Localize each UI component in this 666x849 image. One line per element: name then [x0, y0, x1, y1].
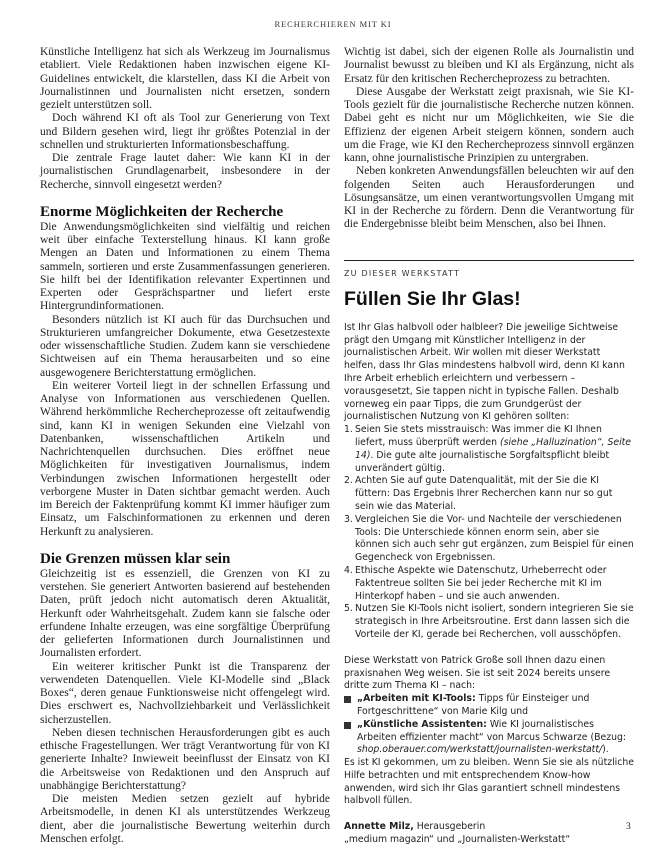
tip-text: Seien Sie stets misstrauisch: Was immer die KI Ihnen liefert, muss überprüft werden [355, 424, 602, 448]
related-text: Tipps für Einsteiger und Fortgeschrittene“ von Marie Kilg und [357, 693, 590, 717]
order-label: (Bezug: [590, 731, 627, 743]
section1-paragraph-1: Die Anwendungsmöglichkeiten sind vielfältig und reichen weit über einfache Texterstellung hinaus. KI kann große Mengen an Daten und Informationen zu einem Thema sammeln, sortieren und erste Zusammenfassungen generieren. Sie hilft bei der Identifikation relevanter Expertinnen und Experten oder Gesprächspartner und liefert erste Hintergrundinformationen. [40, 220, 330, 313]
tip-text: Ethische Aspekte wie Datenschutz, Urheberrecht oder Faktentreue sollten Sie bei jeder Recherche mit KI im Hinterkopf haben – und sie auch anwenden. [355, 564, 607, 602]
tip-number: 2. [344, 475, 353, 487]
tip-number: 1. [344, 424, 353, 436]
tip-number: 3. [344, 513, 353, 525]
section2-paragraph-3: Neben diesen technischen Herausforderungen gibt es auch ethische Fragestellungen. Wer trägt Verantwortung für von KI generierte Inhalte? Inwieweit beeinflusst der Einsatz von KI die Arbeitsweise von Redaktionen und den Anspruch auf unabhängige Berichterstattung? [40, 726, 330, 792]
section2-paragraph-1: Gleichzeitig ist es essenziell, die Grenzen von KI zu verstehen. Sie generiert Antworten basierend auf bestehenden Daten, prüft jedoch nicht automatisch deren Aktualität, Herkunft oder Wahrheitsgehalt. Zudem kann sie falsche oder erfundene Inhalte erzeugen, was eine sorgfältige Überprüfung der gelieferten Informationen durch Journalistinnen und Journalisten erfordert. [40, 567, 330, 660]
section-heading-possibilities: Enorme Möglichkeiten der Recherche [40, 203, 284, 220]
right-paragraph-1: Wichtig ist dabei, sich der eigenen Rolle als Journalistin und Journalist bewusst zu bleiben und KI als Ergänzung, nicht als Ersatz für den kritischen Rechercheprozess zu betrachten. [344, 46, 634, 85]
related-text: Wie KI journalistisches Arbeiten effizienter macht“ von Marcus Schwarze [357, 718, 594, 743]
author-publication: „medium magazin“ und „Journalisten-Werkstatt“ [344, 834, 571, 846]
square-bullet-icon [344, 722, 351, 729]
right-paragraph-2: Diese Ausgabe der Werkstatt zeigt praxisnah, wie Sie KI-Tools gezielt für die journalistische Recherche nutzen können. Dabei geht es nicht nur um Möglichkeiten, wie Sie die Effizienz der eigenen Arbeit steigern können, sondern auch um die Frage, wie KI den Rechercheprozess sinnvoll ergänzen kann, ohne journalistische Prinzipien zu untergraben. [344, 85, 634, 164]
related-title: „Arbeiten mit KI-Tools: [357, 693, 476, 705]
tip-number: 4. [344, 564, 353, 576]
related-list [344, 693, 634, 757]
section-heading-limits: Die Grenzen müssen klar sein [40, 550, 231, 567]
section1-paragraph-2: Besonders nützlich ist KI auch für das Durchsuchen und Strukturieren umfangreicher Dokumente, etwa Gesetzestexte oder wissenschaftliche Studien. Zudem kann sie verschiedene Sichtweisen auf ein Thema herausarbeiten und so eine ausgewogenere Berichterstattung ermöglichen. [40, 313, 330, 379]
section1-paragraph-3: Ein weiterer Vorteil liegt in der schnellen Erfassung und Analyse von Informationen aus verschiedenen Quellen. Während herkömmliche Rechercheprozesse oft zeitaufwendig sind, kann KI in wenigen Sekunden eine Vielzahl von Datenbanken, wissenschaftlichen Artikeln und Nachrichtenquellen durchsuchen. Dies eröffnet neue Möglichkeiten für investigativen Journalismus, indem Verbindungen zwischen Informationen hergestellt oder verborgene Muster in Daten sichtbar gemacht werden. Auch im Bereich der Faktenprüfung kommt KI immer häufiger zum Einsatz, um Falschinformationen zu erkennen und deren Herkunft zu analysieren. [40, 379, 330, 538]
tip-number: 5. [344, 603, 353, 615]
left-column [40, 46, 330, 846]
section2-paragraph-4: Die meisten Medien setzen gezielt auf hybride Arbeitsmodelle, in denen KI als unterstützendes Werkzeug dient, aber die journalistische Bewertung weiterhin durch Menschen erfolgt. [40, 793, 330, 845]
tip-item [344, 475, 634, 513]
tip-item [344, 565, 634, 603]
intro-paragraph-3: Die zentrale Frage lautet daher: Wie kann KI in der journalistischen Grundlagenarbeit, insbesondere in der Recherche, sinnvoll eingesetzt werden? [40, 152, 330, 191]
right-paragraph-3: Neben konkreten Anwendungsfällen beleuchten wir auf den folgenden Seiten auch Herausforderungen und Lösungsansätze, um einen verantwortungsvollen Umgang mit KI in der Recherche zu fördern. Denn die Verantwortung für die Endergebnisse bleibt beim Menschen, also bei Ihnen. [344, 165, 634, 231]
intro-paragraph-1: Künstliche Intelligenz hat sich als Werkzeug im Journalismus etabliert. Viele Redaktionen haben inzwischen eigene KI-Guidelines entwickelt, die klarstellen, dass KI die Arbeit von Journalistinnen und Journalisten nicht ersetzen, sondern gezielt unterstützen soll. [40, 46, 330, 111]
square-bullet-icon [344, 696, 351, 703]
closing-paragraph: Es ist KI gekommen, um zu bleiben. Wenn Sie sie als nützliche Hilfe betrachten und mit entsprechendem Know-how anwenden, wird sich Ihr Glas garantiert schnell mindestens halbvoll füllen. [344, 757, 634, 807]
tip-text: Vergleichen Sie die Vor- und Nachteile der verschiedenen Tools: Die Unterschiede können enorm sein, aber sie können sich auch sehr gut ergänzen, zum Beispiel für einen Gegencheck von Ergebnissen. [355, 513, 634, 564]
tip-item [344, 603, 634, 641]
box-divider [344, 260, 634, 261]
right-column [344, 46, 634, 232]
tip-item [344, 514, 634, 565]
page-number: 3 [626, 822, 631, 832]
related-title: „Künstliche Assistenten: [357, 718, 487, 730]
tip-item [344, 424, 634, 475]
box-title: Füllen Sie Ihr Glas! [344, 287, 521, 310]
shop-link[interactable]: shop.oberauer.com/werkstatt/journalisten-werkstatt/ [357, 744, 603, 756]
related-item [344, 719, 634, 757]
author-name: Annette Milz, [344, 821, 414, 833]
series-intro: Diese Werkstatt von Patrick Große soll Ihnen dazu einen praxisnahen Weg weisen. Sie ist seit 2024 bereits unsere dritte zum Thema KI – nach: [344, 654, 611, 692]
author-line [344, 821, 634, 834]
author-role: Herausgeberin [413, 821, 486, 833]
order-close: ). [602, 744, 609, 756]
tip-text: Nutzen Sie KI-Tools nicht isoliert, sondern integrieren Sie sie strategisch in Ihre Arbeitsroutine. Erst dann lassen sich die Vorteile der KI, gerade bei Recherchen, voll ausschöpfen. [355, 603, 634, 640]
running-header: RECHERCHIEREN MIT KI [274, 19, 392, 29]
section2-paragraph-2: Ein weiterer kritischer Punkt ist die Transparenz der verwendeten Datenquellen. Viele KI-Modelle sind „Black Boxes“, deren genaue Funktionsweise nicht offengelegt wird. Dies erschwert es, Nachvollziehbarkeit und Verlässlichkeit sicherzustellen. [40, 660, 330, 726]
info-box [344, 266, 634, 847]
intro-paragraph-2: Doch während KI oft als Tool zur Generierung von Text und Bildern gesehen wird, liegt ihr größtes Potenzial in der schnellen und strukturierten Informationsbeschaffung. [40, 112, 330, 151]
box-kicker: ZU DIESER WERKSTATT [344, 269, 461, 278]
related-item [344, 693, 634, 719]
tip-reference: (siehe „Halluzination“, Seite 14) [355, 436, 632, 461]
tip-text-end: . Die gute alte journalistische Sorgfaltspflicht bleibt unverändert gültig. [355, 449, 610, 474]
tips-list [344, 424, 634, 642]
box-intro: Ist Ihr Glas halbvoll oder halbleer? Die jeweilige Sichtweise prägt den Umgang mit Künstlicher Intelligenz in der journalistischen Arbeit. Wir wollen mit dieser Werkstatt helfen, dass Ihr Glas mindestens halbvoll wird, denn KI kann Ihre Arbeit erheblich erleichtern und verbessern – vorausgesetzt, Sie tappen nicht in typische Fallen. Deshalb vorneweg ein paar Tipps, die zum Grundgerüst der journalistischen Nutzung von KI gehören sollten: [344, 321, 625, 423]
tip-text: Achten Sie auf gute Datenqualität, mit der Sie die KI füttern: Das Ergebnis Ihrer Recherchen kann nur so gut sein wie das Material. [355, 475, 613, 512]
